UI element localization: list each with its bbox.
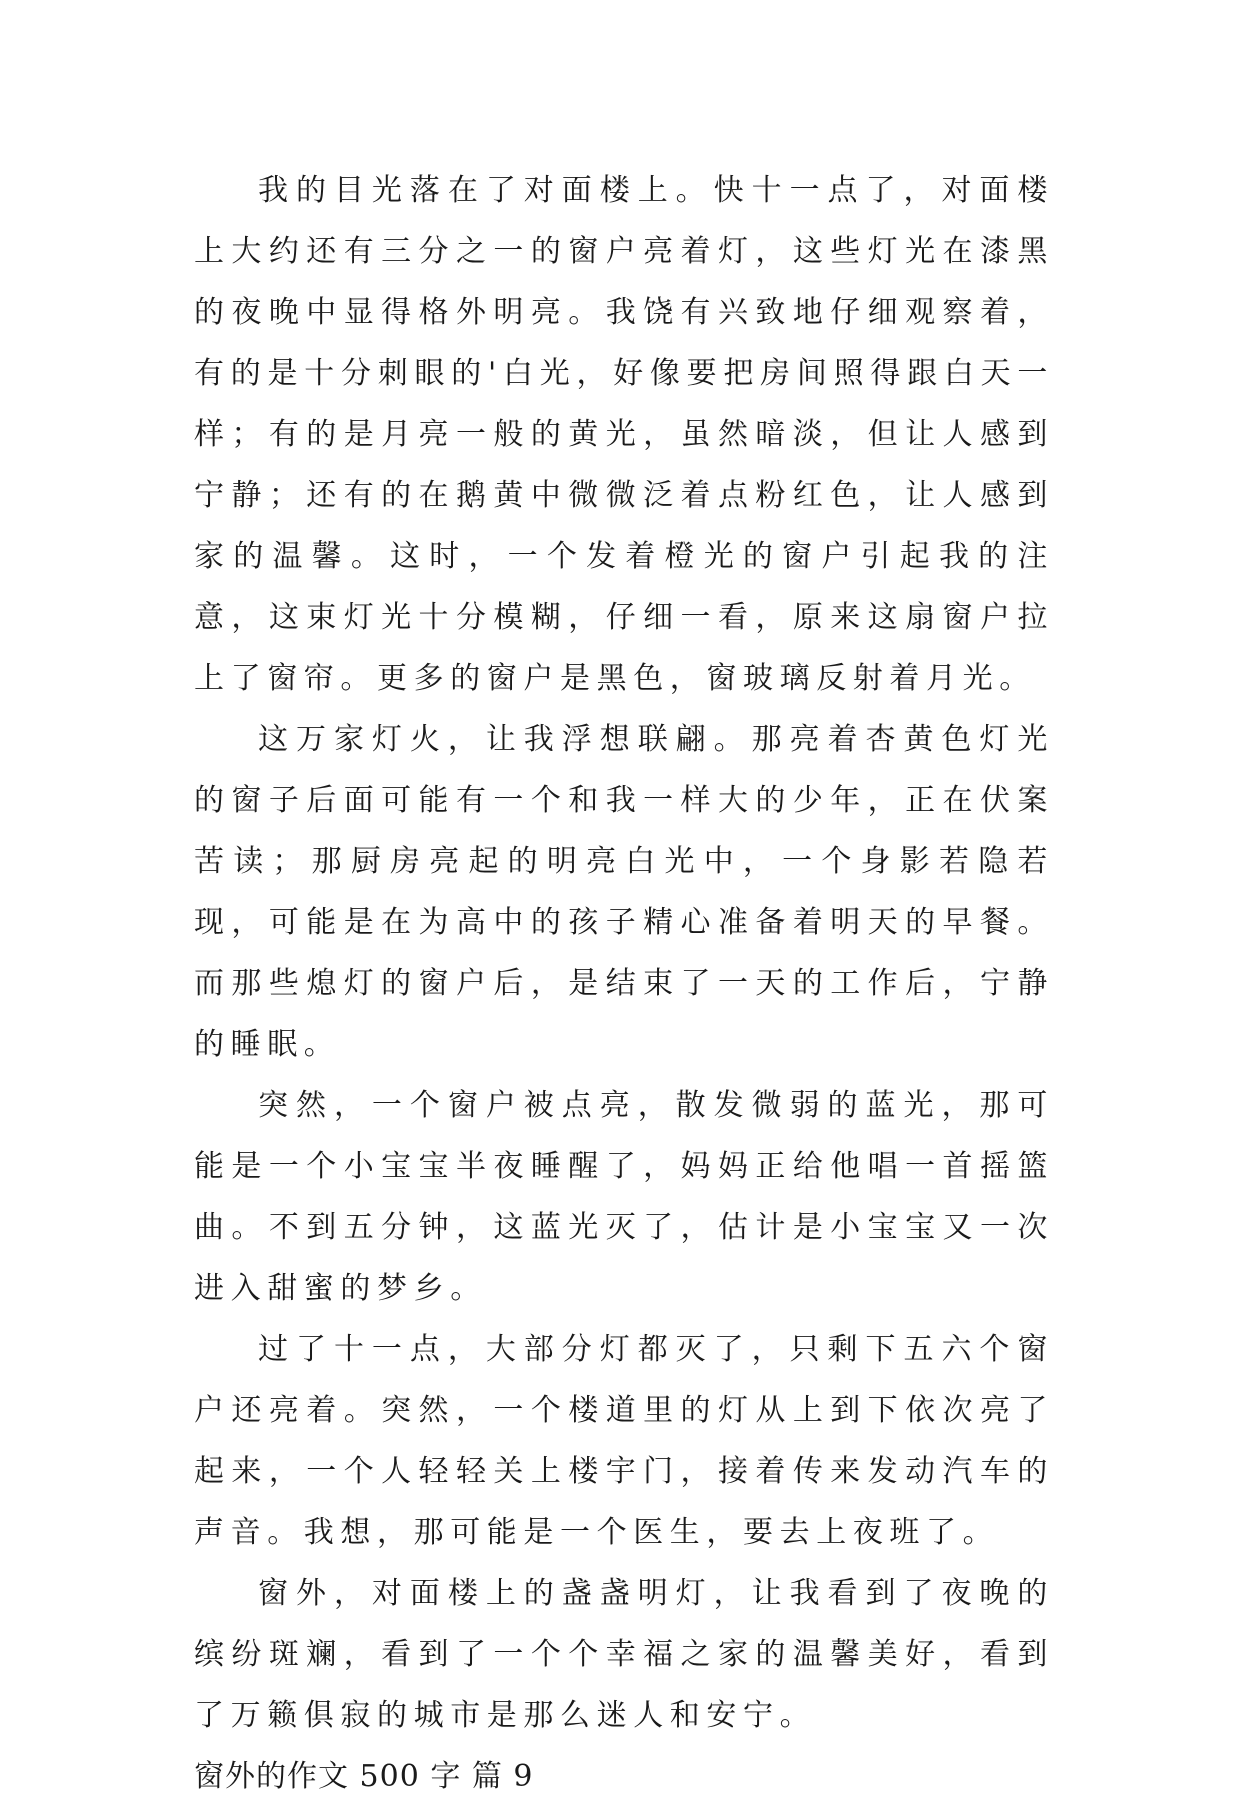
section-heading: 窗外的作文 500 字 篇 9	[194, 1759, 534, 1794]
paragraph: 我的目光落在了对面楼上。快十一点了，对面楼上大约还有三分之一的窗户亮着灯，这些灯光在漆黑的夜晚中显得格外明亮。我饶有兴致地仔细观察着，有的是十分刺眼的'白光，好像要把房间照得跟白天一样；有的是月亮一般的黄光，虽然暗淡，但让人感到宁静；还有的在鹅黄中微微泛着点粉红色，让人感到家的温馨。这时，一个发着橙光的窗户引起我的注意，这束灯光十分模糊，仔细一看，原来这扇窗户拉上了窗帘。更多的窗户是黑色，窗玻璃反射着月光。	[194, 173, 1054, 696]
paragraph: 这万家灯火，让我浮想联翩。那亮着杏黄色灯光的窗子后面可能有一个和我一样大的少年，正在伏案苦读；那厨房亮起的明亮白光中，一个身影若隐若现，可能是在为高中的孩子精心准备着明天的早餐。而那些熄灯的窗户后，是结束了一天的工作后，宁静的睡眠。	[194, 722, 1054, 1062]
paragraph: 窗外，对面楼上的盏盏明灯，让我看到了夜晚的缤纷斑斓，看到了一个个幸福之家的温馨美好，看到了万籁俱寂的城市是那么迷人和安宁。	[194, 1576, 1054, 1733]
paragraph: 突然，一个窗户被点亮，散发微弱的蓝光，那可能是一个小宝宝半夜睡醒了，妈妈正给他唱一首摇篮曲。不到五分钟，这蓝光灭了，估计是小宝宝又一次进入甜蜜的梦乡。	[194, 1088, 1054, 1306]
document-body	[194, 160, 1054, 1807]
paragraph: 过了十一点，大部分灯都灭了，只剩下五六个窗户还亮着。突然，一个楼道里的灯从上到下依次亮了起来，一个人轻轻关上楼宇门，接着传来发动汽车的声音。我想，那可能是一个医生，要去上夜班了。	[194, 1332, 1054, 1550]
